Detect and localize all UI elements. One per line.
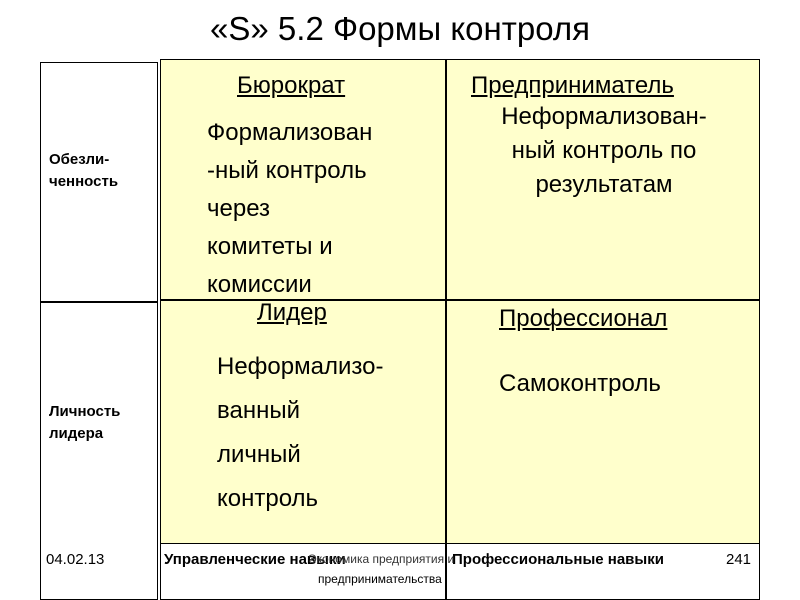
header-entrepreneur: Предприниматель [471,72,674,99]
header-bureaucrat: Бюрократ [237,72,346,99]
row-label-cell-impersonality [40,62,158,302]
header-leader: Лидер [257,299,327,326]
cell-bureaucrat [160,59,446,300]
footer-professional-skills: Профессиональные навыки [452,551,664,568]
slide-date: 04.02.13 [46,551,105,568]
cell-leader [160,300,446,544]
text-entrepreneur: Неформализован- ный контроль по результатам [501,103,707,198]
text-bureaucrat: Формализован -ный контроль через комитеты и комиссии [207,119,373,298]
cell-entrepreneur [446,59,760,300]
footer-management-skills: Управленческие навыки [164,551,346,568]
footer-source-line1: Экономика предприятия и [308,552,455,566]
page-number: 241 [726,551,752,568]
row-label-impersonality: Обезли- ченность [49,151,119,190]
slide-title: «S» 5.2 Формы контроля [210,10,590,47]
text-leader: Неформализо- ванный личный контроль [217,353,384,512]
header-professional: Профессионал [499,305,668,332]
cell-professional [446,300,760,544]
text-professional: Самоконтроль [499,370,661,397]
row-label-leader-personality: Личность лидера [49,403,121,442]
footer-source-line2: предпринимательства [318,572,442,586]
